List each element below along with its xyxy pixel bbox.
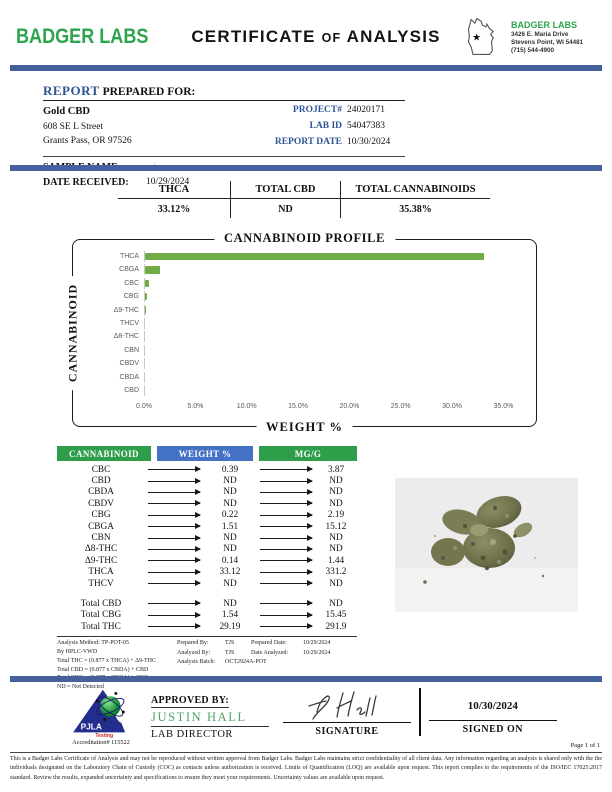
chart-row: [87, 372, 526, 383]
chart-y-axis-label: CANNABINOID: [66, 276, 81, 390]
header: [10, 10, 604, 64]
chart-bar: [145, 266, 160, 274]
mg-per-g-value: ND: [329, 476, 343, 487]
analyte-name: CBD: [91, 476, 111, 487]
arrow-icon: [260, 572, 312, 573]
summary-value-thca: 33.12%: [157, 204, 191, 215]
lab-name: BADGER LABS: [511, 19, 578, 30]
table-row: [57, 498, 357, 509]
results-header-cannabinoid: CANNABINOID: [57, 446, 151, 461]
arrow-icon: [260, 560, 312, 561]
weight-percent-value: ND: [223, 487, 237, 498]
table-row: [57, 610, 357, 621]
client-address1: 608 SE L Street: [43, 121, 104, 132]
chart-bar-area: [144, 345, 526, 356]
weight-percent-value: ND: [223, 544, 237, 555]
svg-text:Testing: Testing: [95, 733, 114, 738]
weight-percent-value: ND: [223, 498, 237, 509]
chart-row: [87, 278, 526, 289]
chart-bar: [145, 306, 146, 314]
date-received-value: 10/29/2024: [146, 177, 190, 188]
chart-row: [87, 331, 526, 342]
footnotes-left: [57, 639, 165, 691]
chart-bar: [145, 280, 149, 288]
arrow-icon: [260, 515, 312, 516]
footnote-line: Total THC = (0.877 x THCA) + Δ9-THC: [57, 657, 156, 664]
lab-phone: (715) 544-4900: [511, 46, 555, 54]
footnote-cell: Prepared By:: [177, 640, 209, 647]
chart-row: [87, 251, 526, 262]
chart-bar-area: [144, 278, 526, 289]
signature-label: SIGNATURE: [315, 726, 379, 737]
chart-category-label: CBC: [124, 279, 139, 287]
approved-by-label: APPROVED BY:: [151, 695, 229, 706]
mg-per-g-value: 15.45: [325, 610, 347, 621]
analyte-name: CBGA: [88, 521, 114, 532]
mg-per-g-value: 3.87: [327, 464, 345, 475]
analyte-name: Δ8-THC: [84, 544, 118, 555]
chart-bar-area: [144, 358, 526, 369]
lab-address-line1: 3426 E. Maria Drive: [511, 30, 569, 38]
summary-header-total-cbd: TOTAL CBD: [230, 181, 340, 199]
arrow-icon: [148, 549, 200, 550]
arrow-icon: [260, 481, 312, 482]
mg-per-g-value: 291.9: [325, 621, 347, 632]
mg-per-g-value: ND: [329, 498, 343, 509]
leaf-logo-icon: [10, 19, 11, 55]
meta-report-date: REPORT DATE 10/30/2024: [274, 136, 391, 147]
table-row: [57, 487, 357, 498]
results-header-mgg: MG/G: [259, 446, 357, 461]
badger-labs-logo: [10, 19, 170, 55]
chart-category-label: CBG: [123, 293, 139, 301]
arrow-icon: [148, 583, 200, 584]
table-row: [57, 598, 357, 609]
footnotes-right: [177, 639, 345, 691]
chart-xtick: 30.0%: [442, 403, 462, 410]
footnote-cell: Prepared Date:: [251, 640, 287, 647]
summary-header-thca: THCA: [118, 181, 230, 199]
mg-per-g-value: 1.44: [327, 555, 345, 566]
analyte-name: Total CBG: [80, 610, 122, 621]
report-heading: REPORT PREPARED FOR:: [43, 83, 405, 101]
results-table: [57, 446, 357, 692]
sample-photo: [395, 478, 578, 612]
lab-address-block: [462, 15, 604, 59]
chart-xticks: [136, 403, 526, 413]
arrow-icon: [260, 603, 312, 604]
chart-row: [87, 291, 526, 302]
accreditation-number: Accreditation# 115522: [72, 739, 130, 746]
cannabinoid-profile-chart: [65, 231, 537, 434]
chart-bar-area: [144, 385, 526, 396]
chart-category-label: CBDA: [119, 373, 139, 381]
chart-bar-area: [144, 372, 526, 383]
chart-row: [87, 358, 526, 369]
summary-value-total-cbd: ND: [230, 199, 340, 218]
weight-percent-value: 0.39: [221, 464, 239, 475]
weight-percent-value: 0.14: [221, 555, 239, 566]
arrow-icon: [260, 526, 312, 527]
approved-by-block: [151, 690, 269, 740]
client-block: [43, 104, 275, 149]
summary-value-total-cannabinoids: 35.38%: [340, 199, 490, 218]
signed-on-label: SIGNED ON: [462, 724, 523, 735]
lab-address-line2: Stevens Point, WI 54481: [511, 38, 584, 46]
mg-per-g-value: ND: [329, 598, 343, 609]
lab-info: [511, 20, 583, 55]
analyte-name: THCV: [88, 578, 114, 589]
chart-bar-area: [144, 251, 526, 262]
chart-xtick: 20.0%: [339, 403, 360, 410]
meta-project: PROJECT# 24020171: [292, 105, 385, 115]
chart-bar-area: [144, 264, 526, 275]
arrow-icon: [148, 469, 200, 470]
chart-title: CANNABINOID PROFILE: [214, 231, 395, 246]
chart-bar: [145, 293, 147, 301]
analyte-name: Total THC: [81, 621, 121, 632]
chart-rows: [87, 251, 526, 396]
wisconsin-map-icon: [462, 15, 508, 59]
table-row: [57, 621, 357, 632]
mg-per-g-value: 2.19: [327, 510, 345, 521]
analyte-name: THCA: [88, 567, 114, 578]
weight-percent-value: 0.22: [221, 510, 239, 521]
footnote-cell: [251, 658, 299, 666]
arrow-icon: [260, 492, 312, 493]
chart-bar-area: [144, 331, 526, 342]
chart-category-label: CBDV: [119, 360, 139, 368]
signed-on-block: [429, 686, 557, 735]
footnote-line: By HPLC-VWD: [57, 649, 98, 656]
chart-row: [87, 305, 526, 316]
table-spacer: [57, 589, 357, 598]
arrow-icon: [148, 481, 200, 482]
mg-per-g-value: ND: [329, 578, 343, 589]
date-received-row: DATE RECEIVED: 10/29/2024: [43, 177, 190, 189]
analyte-name: CBDA: [88, 487, 114, 498]
arrow-icon: [148, 503, 200, 504]
signed-date: 10/30/2024: [429, 686, 557, 721]
chart-bar-area: [144, 291, 526, 302]
table-row: [57, 544, 357, 555]
arrow-icon: [260, 469, 312, 470]
client-address2: Grants Pass, OR 97526: [43, 136, 132, 146]
approver-title: LAB DIRECTOR: [151, 729, 233, 740]
weight-percent-value: 1.51: [221, 521, 239, 532]
chart-xtick: 25.0%: [390, 403, 411, 410]
footnote-cell: TJS: [225, 640, 235, 647]
chart-xtick: 10.0%: [236, 403, 257, 410]
report-section: [43, 83, 405, 190]
analyte-name: Δ9-THC: [84, 555, 118, 566]
footnote-line: ND = Not Detected: [57, 683, 104, 690]
table-row: [57, 555, 357, 566]
footnote-cell: Analyzed By:: [177, 649, 211, 656]
page-number: Page 1 of 1: [570, 742, 600, 749]
divider-rule-bottom: [10, 676, 602, 682]
analysis-footnotes: [57, 636, 357, 691]
analyte-name: CBC: [91, 464, 111, 475]
weight-percent-value: ND: [223, 476, 237, 487]
arrow-icon: [148, 560, 200, 561]
chart-category-label: Δ9-THC: [113, 306, 139, 314]
results-table-header: [57, 446, 357, 461]
chart-category-label: THCA: [119, 253, 139, 260]
logo-wordmark: BADGER LABS: [15, 25, 149, 48]
weight-percent-value: 1.54: [221, 610, 239, 621]
arrow-icon: [148, 626, 200, 627]
table-row: [57, 510, 357, 521]
signature-image: [283, 686, 411, 723]
chart-row: [87, 385, 526, 396]
report-meta: [275, 104, 405, 149]
footnote-line: Analysis Method: TP-POT-05: [57, 640, 130, 647]
divider-rule-top: [10, 65, 602, 71]
chart-xtick: 5.0%: [187, 403, 204, 410]
table-row: [57, 567, 357, 578]
arrow-icon: [148, 492, 200, 493]
table-row: [57, 578, 357, 589]
chart-xtick: 35.0%: [493, 403, 514, 410]
chart-xtick: 0.0%: [136, 403, 152, 410]
svg-text:★: ★: [472, 32, 482, 44]
footnote-cell: 10/29/2024: [303, 640, 331, 647]
arrow-icon: [260, 583, 312, 584]
footnote-cell: OCT2924A-POT: [225, 659, 267, 666]
arrow-icon: [260, 549, 312, 550]
footnote-cell: Date Analyzed:: [251, 649, 289, 656]
arrow-icon: [148, 538, 200, 539]
arrow-icon: [260, 538, 312, 539]
client-name: Gold CBD: [43, 106, 90, 117]
signature-block: [283, 686, 411, 737]
mg-per-g-value: ND: [329, 544, 343, 555]
mg-per-g-value: 331.2: [325, 567, 347, 578]
footnote-cell: Analysis Batch:: [177, 659, 216, 666]
chart-bar: [145, 253, 484, 261]
chart-category-label: CBN: [124, 346, 139, 354]
chart-category-label: CBGA: [119, 266, 139, 274]
results-table-body: [57, 464, 357, 632]
mg-per-g-value: ND: [329, 487, 343, 498]
table-row: [57, 521, 357, 532]
mg-per-g-value: ND: [329, 533, 343, 544]
chart-x-axis-label: WEIGHT %: [256, 420, 353, 435]
divider-rule-middle: [10, 165, 602, 171]
weight-percent-value: 29.19: [219, 621, 241, 632]
footnote-cell: 10/29/2024: [303, 649, 331, 656]
weight-percent-value: 33.12: [219, 567, 241, 578]
footnote-line: Total CBD = (0.877 x CBDA) + CBD: [57, 666, 149, 673]
chart-category-label: CBD: [124, 386, 139, 394]
footnote-cell: TJS: [225, 649, 235, 656]
table-row: [57, 464, 357, 475]
footer-disclaimer: This is a Badger Labs Certificate of Analysis and may not be reproduced without written approval from Badger Labs. Badger Labs maintains strict confidentiality of all client data. Any information regarding an analysis is shared only with the the individuals designated on the Laboratory Chain of Custody (COC) as contacts unless authorization is received. Limits of Quantification (LOQ) are available upon request. This report complies to the requirements of the ISO/IEC 17025:2017 standard. Review the results, expanded uncertainty and specifications to ensure they meet your requirements. Uncertainty values are available upon request.: [10, 752, 602, 783]
summary-header-total-cannabinoids: TOTAL CANNABINOIDS: [340, 181, 490, 199]
chart-bar-area: [144, 305, 526, 316]
weight-percent-value: ND: [223, 533, 237, 544]
arrow-icon: [260, 503, 312, 504]
footnote-cell: [303, 658, 345, 666]
arrow-icon: [148, 603, 200, 604]
arrow-icon: [148, 572, 200, 573]
arrow-icon: [148, 615, 200, 616]
svg-text:PJLA: PJLA: [80, 721, 102, 732]
analyte-name: CBG: [91, 510, 111, 521]
pjla-logo-icon: [65, 686, 137, 738]
table-row: [57, 475, 357, 486]
analyte-name: Total CBD: [80, 598, 122, 609]
weight-percent-value: ND: [223, 578, 237, 589]
summary-table: [118, 181, 490, 218]
arrow-icon: [148, 515, 200, 516]
chart-category-label: THCV: [119, 319, 139, 327]
analyte-name: CBDV: [88, 498, 114, 509]
meta-lab-id: LAB ID 54047383: [309, 120, 385, 131]
table-row: [57, 532, 357, 543]
results-header-weight: WEIGHT %: [157, 446, 253, 461]
pjla-accreditation-block: [55, 686, 147, 746]
chart-row: [87, 264, 526, 275]
chart-row: [87, 345, 526, 356]
analyte-name: CBN: [91, 533, 111, 544]
arrow-icon: [148, 526, 200, 527]
weight-percent-value: ND: [223, 598, 237, 609]
arrow-icon: [260, 626, 312, 627]
mg-per-g-value: 15.12: [325, 521, 347, 532]
signature-date-divider: [419, 688, 421, 736]
arrow-icon: [260, 615, 312, 616]
approval-section: [55, 686, 569, 746]
approver-name: JUSTIN HALL: [151, 708, 269, 727]
chart-row: [87, 318, 526, 329]
chart-bar-area: [144, 318, 526, 329]
page-title: CERTIFICATE OF ANALYSIS: [191, 27, 441, 46]
chart-xtick: 15.0%: [288, 403, 308, 410]
chart-category-label: Δ8-THC: [113, 333, 139, 341]
